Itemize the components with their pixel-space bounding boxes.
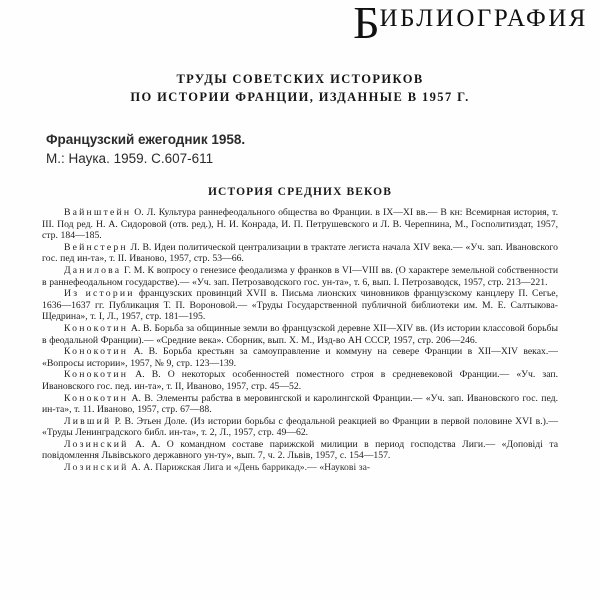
bibliography-entry: Вейнстерн Л. В. Идеи политической централизации в трактате легиста начала XIV века.— «Уч. зап. Ивановского гос. пед ин-та», т. II. Иваново, 1957, стр. 53—66. <box>42 241 558 265</box>
bibliography-list <box>42 207 558 474</box>
bibliography-entry: Конокотин А. В. Борьба за общинные земли во французской деревне XII—XIV вв. (Из истории классовой борьбы в феодальной Франции).— «Средние века». Сборник, вып. X. М., Изд-во АН СССР, 1957, стр. 206—246. <box>42 322 558 346</box>
page-title <box>0 70 600 106</box>
entry-author: Из истории <box>64 288 135 300</box>
bibliography-entry: Вайнштейн О. Л. Культура раннефеодального общества во Франции. в IX—XI вв.— В кн: Всемирная история, т. III. Под ред. Н. А. Сидоровой (отв. ред.), Н. И. Конрада, И. П. Петрушевского и Л. В. Черепнина, М., Госполитиздат, 1957, стр. 184—185. <box>42 207 558 242</box>
entry-author: Конокотин <box>64 369 129 381</box>
bibliography-entry: Данилова Г. М. К вопросу о генезисе феодализма у франков в VI—VIII вв. (О характере земельной собственности в раннефеодальном государстве).— «Уч. зап. Петрозаводского гос. ун-та», т. 6, вып. I. Петрозаводск, 1957, стр. 213—221. <box>42 264 558 288</box>
bibliography-entry: Конокотин А. В. Элементы рабства в меровингской и каролингской Франции.— «Уч. зап. Ивановского гос. пед. ин-та», т. 11. Иваново, 1957, стр. 67—88. <box>42 392 558 416</box>
bibliography-entry: Из истории французских провинций XVII в. Письма лионских чиновников французскому канцлеру П. Сегье, 1636—1637 гг. Публикация Т. П. Вороновой.— «Труды Государственной публичной библиотеки им. М. Е. Салтыкова-Щедрина», т. I, Л., 1957, стр. 181—195. <box>42 288 559 323</box>
running-head <box>0 0 600 52</box>
source-imprint: М.: Наука. 1959. С.607-611 <box>46 151 214 166</box>
entry-author: Конокотин <box>64 322 129 334</box>
bibliography-entry: Лозинский А. А. О командном составе парижской милиции в период господства Лиги.— «Доповіді та повідомлення Львівського державного ун-ту», вып. 7, ч. 2. Львів, 1957, с. 154—157. <box>42 438 558 462</box>
entry-author: Вайнштейн <box>64 207 132 218</box>
page-title-line-1: ТРУДЫ СОВЕТСКИХ ИСТОРИКОВ <box>176 72 424 86</box>
entry-author: Конокотин <box>64 392 129 404</box>
section-heading: ИСТОРИЯ СРЕДНИХ ВЕКОВ <box>208 186 392 198</box>
entry-author: Вейнстерн <box>64 241 128 253</box>
entry-author: Лозинский <box>64 462 129 474</box>
bibliography-entry: Конокотин А. В. Борьба крестьян за самоуправление и коммуну на севере Франции в XII—XIV веках.— «Вопросы истории», 1957, № 9, стр. 123—139. <box>42 346 558 369</box>
bibliography-entry: Лозинский А. А. Парижская Лига и «День баррикад».— «Науковi за- <box>64 462 371 474</box>
bibliography-entry: Ливший Р. В. Этьен Доле. (Из истории борьбы с феодальной реакцией во Франции в первой половине XVI в.).— «Труды Ленинградского библ. ин-та», т. 2, Л., 1957, стр. 49—62. <box>42 415 558 439</box>
entry-author: Лозинский <box>64 438 129 450</box>
running-head-text: ИБЛИОГРАФИЯ <box>379 5 588 32</box>
entry-author: Конокотин <box>64 346 129 358</box>
running-head-dropcap: Б <box>353 0 380 48</box>
entry-author: Ливший <box>64 415 112 427</box>
bibliography-entry: Конокотин А. В. О некоторых особенностей поместного строя в средневековой Франции.— «Уч. зап. Ивановского гос. пед. ин-та», т. II, Иваново, 1957, стр. 45—52. <box>42 369 558 392</box>
source-journal: Французский ежегодник 1958. <box>46 132 246 147</box>
page-title-line-2: ПО ИСТОРИИ ФРАНЦИИ, ИЗДАННЫЕ В 1957 Г. <box>130 90 470 104</box>
source-citation <box>46 130 566 168</box>
entry-author: Данилова <box>64 264 122 276</box>
